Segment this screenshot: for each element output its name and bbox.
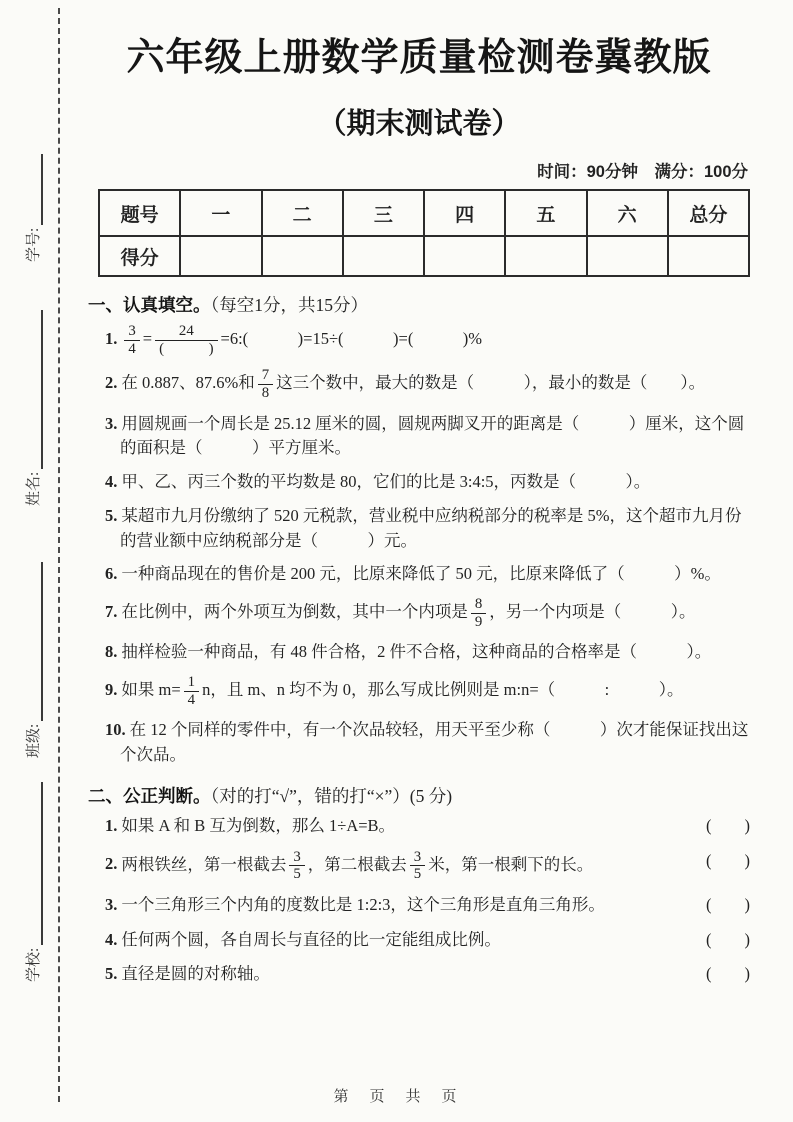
question-number: 5. xyxy=(105,505,118,525)
question-7 xyxy=(88,596,750,630)
judge-answer-blank: ( ) xyxy=(706,894,750,914)
question-number: 3. xyxy=(105,894,118,914)
judge-question-3-text-wrap xyxy=(88,893,690,918)
judge-question-3 xyxy=(88,893,750,918)
score-table-header-cell: 题号 xyxy=(99,190,180,236)
score-table xyxy=(98,189,750,277)
score-table-header-row xyxy=(99,190,749,236)
question-number: 5. xyxy=(105,964,118,984)
fraction-denominator: 4 xyxy=(128,340,136,357)
fraction-3-5 xyxy=(289,849,304,883)
judge-answer-blank: ( ) xyxy=(706,815,750,835)
question-number: 1. xyxy=(105,328,118,348)
score-cell xyxy=(262,236,343,276)
section1-heading xyxy=(88,292,750,317)
question-2 xyxy=(88,367,750,401)
question-number: 3. xyxy=(105,413,118,433)
question-9 xyxy=(88,674,750,708)
section1-title: 一、认真填空。 xyxy=(88,295,211,315)
dashed-fold-line xyxy=(58,8,60,1102)
score-row-label: 得分 xyxy=(99,236,180,276)
paper-title: 六年级上册数学质量检测卷冀教版 xyxy=(126,37,712,79)
judge-question-2-text-mid: ，第二根截去 xyxy=(307,854,407,874)
fraction-24-blank xyxy=(155,323,217,357)
question-6-text: 一种商品现在的售价是 200 元，比原来降低了 50 元，比原来降低了（ ）%。 xyxy=(121,564,721,584)
fraction-7-8 xyxy=(258,367,273,401)
page-footer: 第 页 共 页 xyxy=(333,1088,460,1105)
score-table-header-cell: 二 xyxy=(262,190,343,236)
fraction-denominator-blank: ( ) xyxy=(159,340,214,357)
question-number: 2. xyxy=(105,373,118,393)
question-5 xyxy=(88,504,750,554)
question-7-text-pre: 在比例中，两个外项互为倒数，其中一个内项是 xyxy=(121,601,468,621)
judge-answer-blank: ( ) xyxy=(706,964,750,984)
question-10-text: 在 12 个同样的零件中，有一个次品较轻，用天平至少称（ ）次才能保证找出这个次品。 xyxy=(120,720,749,764)
student-id-label: 学号: xyxy=(26,227,42,262)
fraction-denominator: 8 xyxy=(261,384,270,401)
judge-question-5 xyxy=(88,962,750,987)
judge-question-2-text-pre: 两根铁丝，第一根截去 xyxy=(121,854,287,874)
question-number: 9. xyxy=(105,679,118,699)
question-1-equation-tail: =6:( )=15÷( )=( )% xyxy=(220,328,483,348)
score-table-header-cell: 总分 xyxy=(668,190,749,236)
score-cell xyxy=(668,236,749,276)
question-10 xyxy=(88,718,750,768)
question-number: 7. xyxy=(105,601,118,621)
fraction-numerator: 24 xyxy=(155,323,217,341)
fraction-3-4 xyxy=(124,323,139,357)
question-number: 4. xyxy=(105,929,118,949)
section1-note: （每空1分，共15分） xyxy=(210,295,368,315)
judge-question-4-text: 任何两个圆，各自周长与直径的比一定能组成比例。 xyxy=(121,929,501,949)
score-table-header-cell: 六 xyxy=(587,190,668,236)
question-3 xyxy=(88,412,750,462)
fraction-numerator: 1 xyxy=(184,674,199,692)
paper-content xyxy=(88,26,750,997)
student-name-label: 姓名: xyxy=(26,471,42,506)
student-name-field xyxy=(20,310,43,506)
question-3-text: 用圆规画一个周长是 25.12 厘米的圆，圆规两脚叉开的距离是（ ）厘米，这个圆的面积是（ ）平方厘米。 xyxy=(120,413,745,458)
judge-question-2-text-post: 米，第一根剩下的长。 xyxy=(428,854,594,874)
question-8 xyxy=(88,640,750,665)
score-cell xyxy=(424,236,505,276)
student-id-field xyxy=(20,154,43,262)
score-table-header-cell: 三 xyxy=(343,190,424,236)
question-2-text-post: 这三个数中，最大的数是（ ），最小的数是（ ）。 xyxy=(276,373,706,393)
fraction-denominator: 9 xyxy=(474,613,483,630)
fraction-3-5 xyxy=(410,849,425,883)
judge-question-1-text: 如果 A 和 B 互为倒数，那么 1÷A=B。 xyxy=(121,815,396,835)
question-number: 1. xyxy=(105,815,118,835)
score-cell xyxy=(587,236,668,276)
question-6 xyxy=(88,562,750,587)
score-table-score-row xyxy=(99,236,749,276)
score-table-header-cell: 一 xyxy=(180,190,261,236)
student-class-blank-line xyxy=(37,562,43,721)
time-and-score-info: 时间：90分钟 满分：100分 xyxy=(537,163,748,181)
score-table-header-cell: 五 xyxy=(505,190,586,236)
fraction-numerator: 3 xyxy=(410,849,425,867)
judge-question-3-text: 一个三角形三个内角的度数比是 1:2:3，这个三角形是直角三角形。 xyxy=(121,894,605,914)
fraction-denominator: 5 xyxy=(293,866,301,883)
question-4 xyxy=(88,470,750,495)
section2-note: （对的打“√”，错的打“×”）(5 分) xyxy=(210,785,453,806)
judge-question-1 xyxy=(88,814,750,839)
judge-question-5-text-wrap xyxy=(88,962,690,987)
paper-subtitle: （期末测试卷） xyxy=(317,108,521,140)
judge-question-4 xyxy=(88,928,750,953)
question-2-text-pre: 在 0.887、87.6%和 xyxy=(121,373,255,393)
score-table-header-cell: 四 xyxy=(424,190,505,236)
section2-heading xyxy=(88,783,750,808)
question-5-text: 某超市九月份缴纳了 520 元税款，营业税中应纳税部分的税率是 5%，这个超市九月份的营业额中应纳税部分是（ ）元。 xyxy=(120,505,742,550)
score-cell xyxy=(505,236,586,276)
fraction-numerator: 3 xyxy=(124,323,139,341)
question-number: 4. xyxy=(105,472,118,491)
question-number: 2. xyxy=(105,854,118,874)
judge-answer-blank: ( ) xyxy=(706,929,750,949)
student-class-label: 班级: xyxy=(26,723,42,758)
equals-sign: = xyxy=(142,328,153,348)
fraction-numerator: 8 xyxy=(471,596,486,614)
judge-question-5-text: 直径是圆的对称轴。 xyxy=(121,964,270,984)
question-4-text: 甲、乙、丙三个数的平均数是 80，它们的比是 3:4:5，丙数是（ ）。 xyxy=(121,472,651,491)
judge-question-2-text-wrap xyxy=(88,849,690,883)
fraction-1-4 xyxy=(184,674,199,708)
question-number: 8. xyxy=(105,642,118,662)
question-7-text-post: ，另一个内项是（ ）。 xyxy=(489,601,696,621)
fraction-8-9 xyxy=(471,596,486,630)
question-number: 10. xyxy=(105,720,126,740)
student-id-blank-line xyxy=(37,154,43,225)
fraction-denominator: 5 xyxy=(413,866,422,883)
question-number: 6. xyxy=(105,564,118,584)
judge-question-4-text-wrap xyxy=(88,928,690,953)
student-school-field xyxy=(20,782,43,982)
judge-answer-blank: ( ) xyxy=(706,850,750,870)
fraction-numerator: 3 xyxy=(289,849,304,867)
fraction-numerator: 7 xyxy=(258,367,273,385)
score-cell xyxy=(180,236,261,276)
section2-title: 二、公正判断。 xyxy=(88,785,211,806)
question-8-text: 抽样检验一种商品，有 48 件合格，2 件不合格，这种商品的合格率是（ ）。 xyxy=(121,642,712,662)
judge-question-1-text-wrap xyxy=(88,814,690,839)
judge-question-2 xyxy=(88,849,750,883)
student-school-label: 学校: xyxy=(26,947,42,982)
question-1 xyxy=(88,323,750,357)
fraction-denominator: 4 xyxy=(187,691,196,708)
score-cell xyxy=(343,236,424,276)
student-class-field xyxy=(20,562,43,758)
question-9-text-post: n，且 m、n 均不为 0，那么写成比例则是 m:n=（ : ）。 xyxy=(202,679,684,699)
student-school-blank-line xyxy=(37,782,43,945)
question-9-text-pre: 如果 m= xyxy=(121,679,181,699)
student-name-blank-line xyxy=(37,310,43,469)
